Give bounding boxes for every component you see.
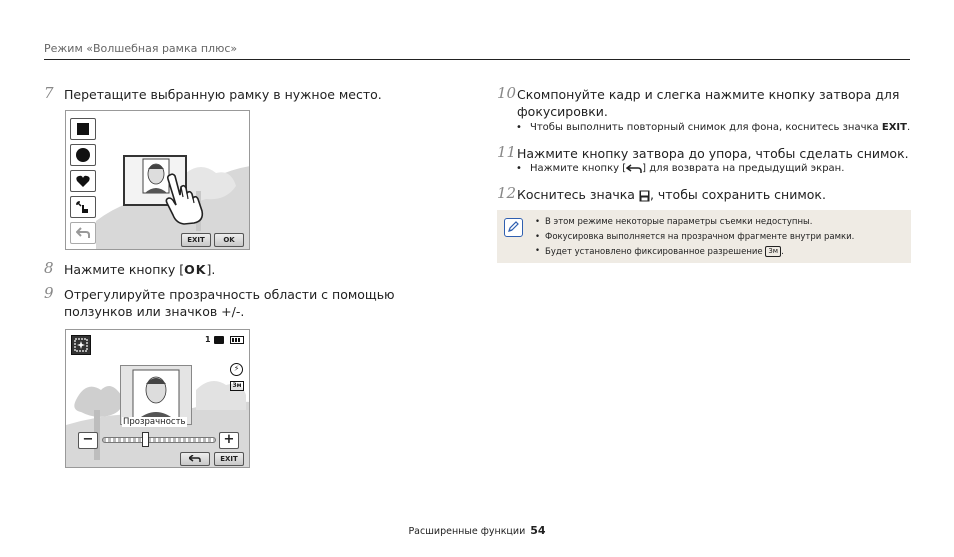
bullet-text-end: . — [906, 122, 911, 133]
section-header: Режим «Волшебная рамка плюс» — [44, 42, 238, 55]
step-number: 12 — [497, 184, 517, 202]
shot-counter: 1 — [205, 335, 211, 344]
step-text: Перетащите выбранную рамку в нужное место. — [64, 87, 382, 102]
frame-preview — [120, 365, 192, 425]
undo-arrow-icon — [76, 227, 90, 239]
heart-frame-button[interactable] — [70, 170, 96, 192]
ok-button[interactable]: OK — [214, 233, 244, 247]
step-number: 9 — [44, 284, 54, 302]
exit-button[interactable]: EXIT — [181, 233, 211, 247]
step-text: Отрегулируйте прозрачность области с помощью ползунков или значков +/-. — [64, 287, 395, 319]
heart-icon — [76, 175, 90, 188]
step-number: 8 — [44, 259, 54, 277]
footer-section: Расширенные функции — [408, 526, 526, 537]
step-11 — [497, 145, 911, 162]
bullet-text-end: ] для возврата на предыдущий экран. — [642, 163, 845, 174]
back-button[interactable] — [70, 222, 96, 244]
transparency-slider-track[interactable] — [102, 437, 216, 443]
step-text: Нажмите кнопку [ — [64, 262, 185, 277]
note-pencil-icon — [504, 218, 523, 237]
note-text-end: . — [781, 247, 784, 257]
step-9 — [44, 286, 464, 320]
camera-screen-transparency — [65, 329, 250, 468]
step-text: Коснитесь значка — [517, 187, 639, 202]
step-text-end: ]. — [206, 262, 216, 277]
transparency-slider-thumb[interactable] — [142, 432, 149, 447]
circle-frame-button[interactable] — [70, 144, 96, 166]
touch-hand-icon — [164, 173, 208, 225]
square-icon — [77, 123, 89, 135]
save-icon — [639, 190, 650, 202]
minus-button[interactable]: − — [78, 432, 98, 449]
step-7 — [44, 86, 464, 103]
step-text-end: , чтобы сохранить снимок. — [649, 187, 826, 202]
back-arrow-icon — [189, 455, 201, 463]
bullet-text: Чтобы выполнить повторный снимок для фона, коснитесь значка — [530, 122, 882, 133]
magic-hand-icon — [75, 200, 91, 214]
page-number: 54 — [530, 524, 546, 537]
battery-icon — [230, 336, 244, 344]
header-divider — [44, 59, 910, 60]
note-box: • В этом режиме некоторые параметры съемки недоступны. • Фокусировка выполняется на прозрачном фрагменте внутри рамки. • Будет установлено фиксированное разрешение 3м . — [497, 210, 911, 263]
step-number: 11 — [497, 143, 517, 161]
resolution-3m-icon: 3м — [765, 246, 781, 257]
back-button[interactable] — [180, 452, 210, 466]
bullet-text: Нажмите кнопку [ — [530, 163, 627, 174]
ok-key-glyph: OK — [184, 262, 207, 277]
custom-frame-button[interactable] — [70, 196, 96, 218]
step-text: Нажмите кнопку затвора до упора, чтобы сделать снимок. — [517, 146, 909, 161]
magic-frame-mode-icon — [71, 335, 91, 355]
step-10 — [497, 86, 911, 120]
step-12 — [497, 186, 911, 203]
note-text: Будет установлено фиксированное разрешение — [545, 247, 766, 257]
return-icon — [626, 164, 642, 173]
plus-button[interactable]: + — [219, 432, 239, 449]
step-text: Скомпонуйте кадр и слегка нажмите кнопку затвора для фокусировки. — [517, 87, 900, 119]
step-number: 10 — [497, 84, 517, 102]
resolution-icon: 3м — [230, 381, 244, 391]
flash-off-icon: ⚡ — [230, 363, 243, 376]
exit-key-glyph: EXIT — [881, 122, 907, 133]
step-8 — [44, 261, 464, 278]
memory-card-icon — [214, 336, 224, 344]
circle-icon — [76, 148, 90, 162]
transparency-label: Прозрачность — [123, 417, 186, 427]
camera-screen-frame-select — [65, 110, 250, 250]
portrait-image — [121, 366, 191, 424]
exit-button[interactable]: EXIT — [214, 452, 244, 466]
step-number: 7 — [44, 84, 54, 102]
square-frame-button[interactable] — [70, 118, 96, 140]
page-footer — [0, 524, 954, 537]
